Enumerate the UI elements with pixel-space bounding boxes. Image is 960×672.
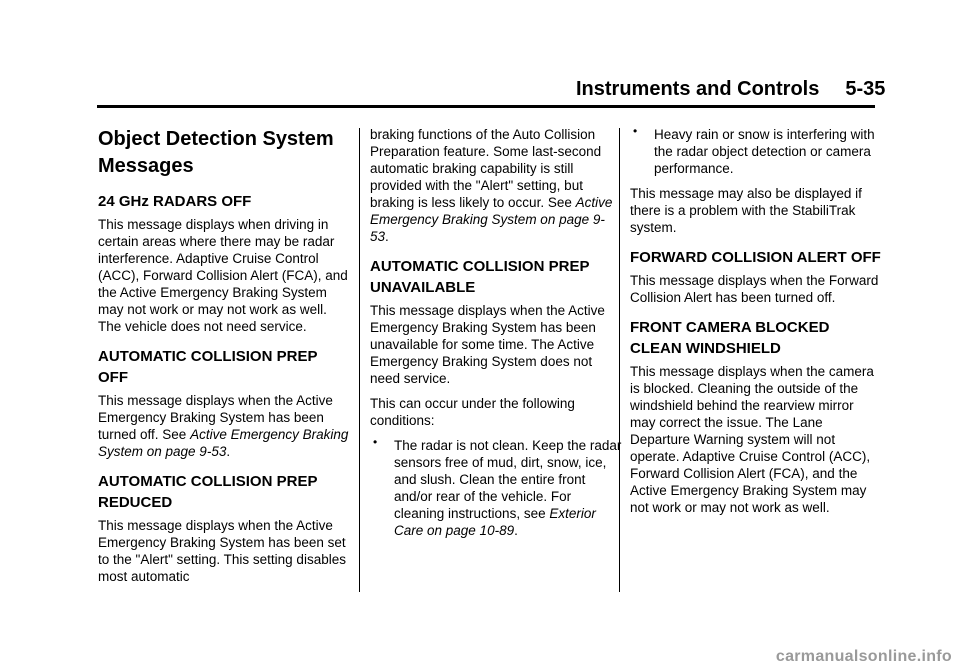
link-active-emergency-braking[interactable]: Active Emergency Braking System on page 9-53 [98,427,349,459]
header-rule [97,105,875,108]
link-exterior-care[interactable]: Exterior Care on page 10-89 [394,506,596,538]
list-item: • The radar is not clean. Keep the radar sensors free of mud, dirt, snow, ice, and slush. Clean the entire front and/or rear of the vehicle. For cleaning instructions, see Exterior Care on page 10-89. [373,435,622,538]
column-divider-1 [359,128,360,592]
paragraph-stabilitrak: This message may also be displayed if there is a problem with the StabiliTrak system. [630,186,862,235]
conditions-list-cont [630,126,882,177]
heading-acp-reduced: AUTOMATIC COLLISION PREP REDUCED [98,473,318,511]
paragraph-fca-off: This message displays when the Forward Collision Alert has been turned off. [630,273,879,305]
paragraph-acp-off: This message displays when the Active Emergency Braking System has been turned off. See Active Emergency Braking System on page 9-53. [98,393,349,459]
watermark: carmanualsonline.info [775,648,952,665]
link-active-emergency-braking-2[interactable]: Active Emergency Braking System on page 9-53 [370,195,613,244]
heading-fca-off: FORWARD COLLISION ALERT OFF [630,249,881,266]
paragraph-acp-reduced-cont: braking functions of the Auto Collision Preparation feature. Some last-second automatic braking capability is still provided with the "Alert" setting, but braking is less likely to occur. See Active Emergency Braking System on page 9-53. [370,127,613,244]
paragraph-acp-reduced: This message displays when the Active Emergency Braking System has been set to the "Alert" setting. This setting disables most automatic [98,518,346,584]
column-2 [370,126,622,547]
bullet-icon: • [373,435,378,449]
heading-camera-blocked: FRONT CAMERA BLOCKED CLEAN WINDSHIELD [630,319,830,357]
heading-acp-off: AUTOMATIC COLLISION PREP OFF [98,348,318,386]
heading-acp-unavailable: AUTOMATIC COLLISION PREP UNAVAILABLE [370,258,590,296]
column-3 [630,126,882,524]
bullet-icon: • [633,124,638,138]
paragraph-24ghz: This message displays when driving in certain areas where there may be radar interference. Adaptive Cruise Control (ACC), Forward Collision Alert (FCA), and the Active Emergency Braking System may not work or may not work as well. The vehicle does not need service. [98,217,348,334]
list-item: • Heavy rain or snow is interfering with the radar object detection or camera performance. [633,124,875,176]
paragraph-camera-blocked: This message displays when the camera is blocked. Cleaning the outside of the windshield behind the rearview mirror may correct the issue. The Lane Departure Warning system will not operate. Adaptive Cruise Control (ACC), Forward Collision Alert (FCA), and the Active Emergency Braking System may not work or may not work as well. [630,364,874,515]
paragraph-conditions: This can occur under the following conditions: [370,396,575,428]
page-number: 5-35 [845,78,886,100]
section-title: Instruments and Controls [576,78,820,100]
heading-24ghz-radars-off: 24 GHz RADARS OFF [98,193,252,210]
page-title: Object Detection System Messages [98,128,334,177]
column-1 [98,126,350,593]
page-header [576,78,886,101]
paragraph-acp-unavailable: This message displays when the Active Emergency Braking System has been unavailable for some time. The Active Emergency Braking System does not need service. [370,303,605,386]
conditions-list [370,437,622,539]
